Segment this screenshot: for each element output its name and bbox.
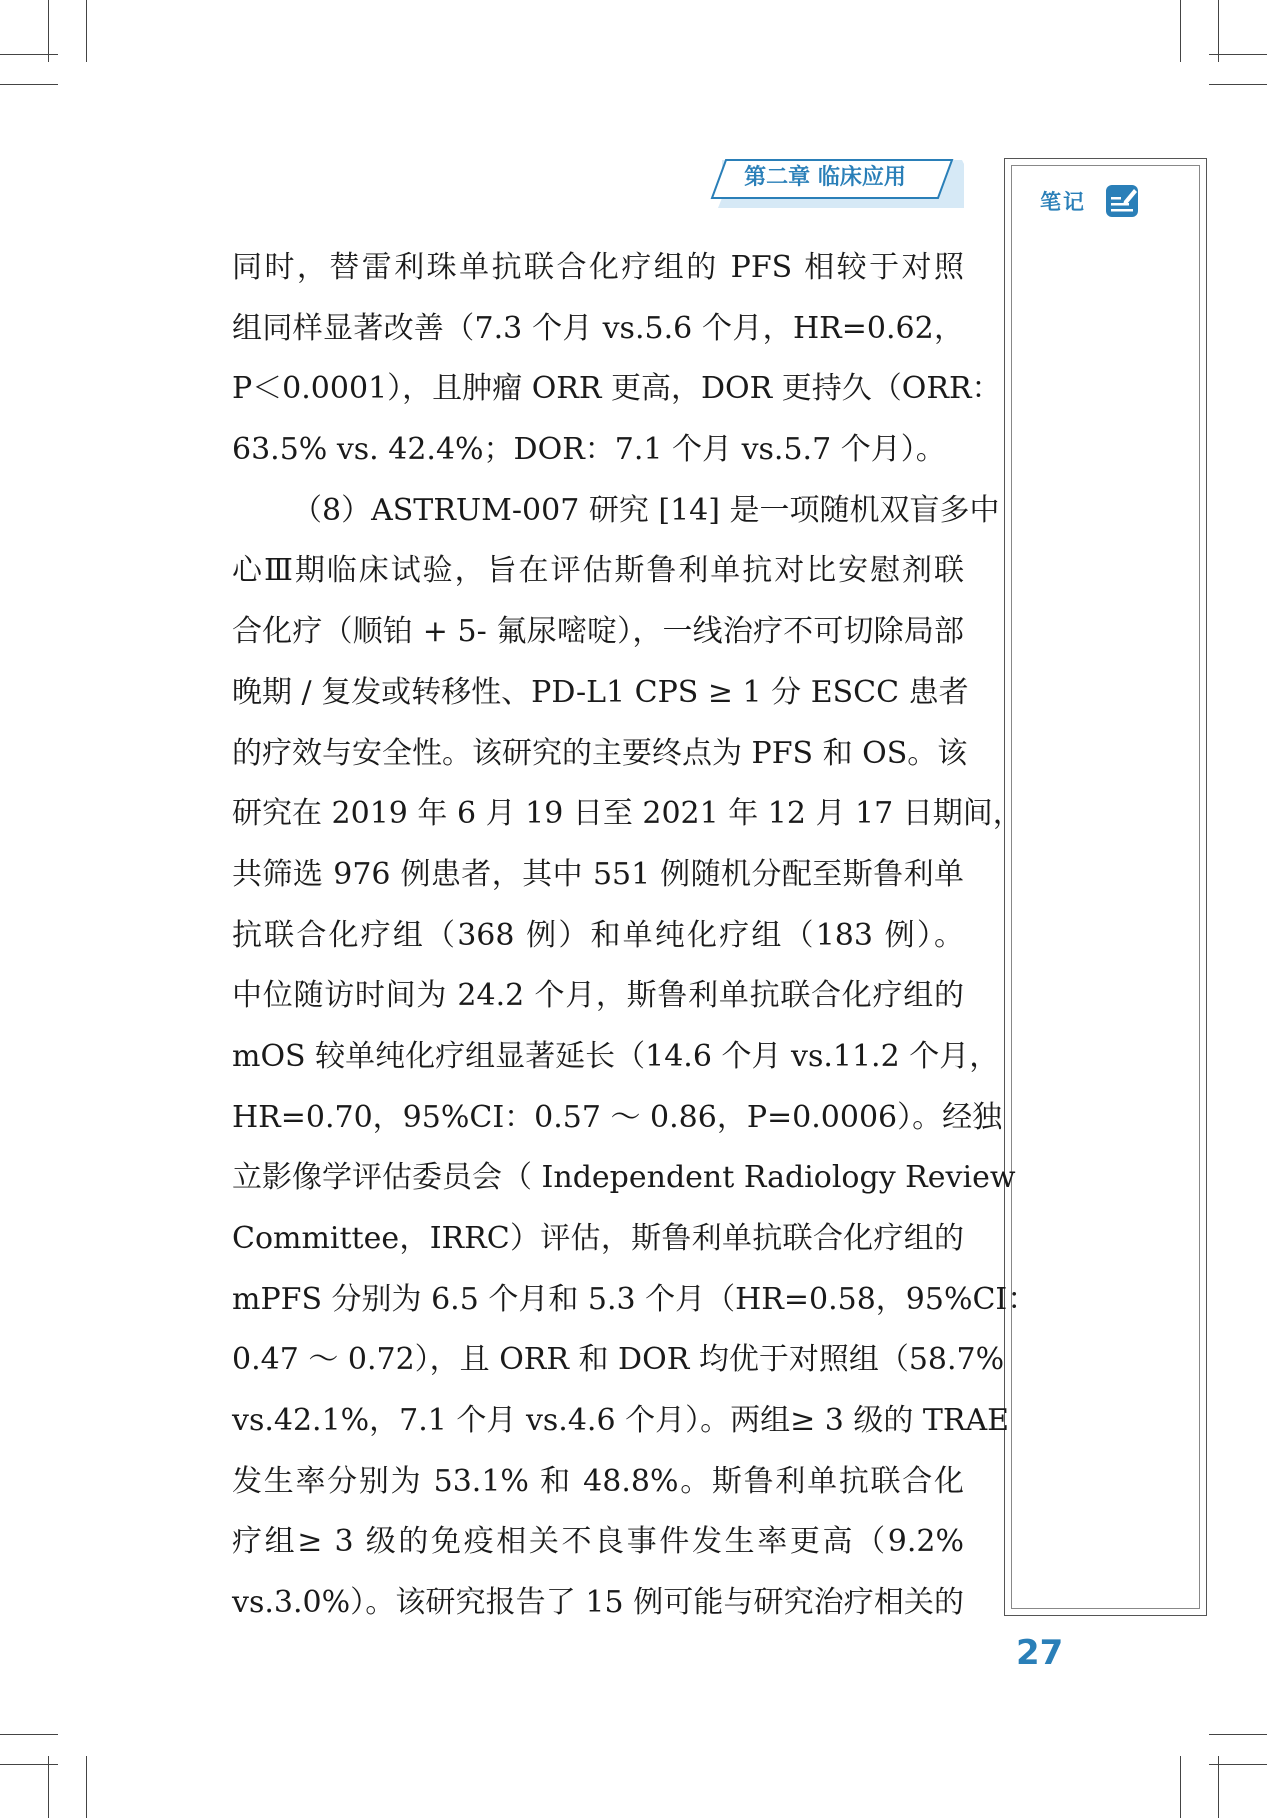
text-line: 中位随访时间为 24.2 个月，斯鲁利单抗联合化疗组的 xyxy=(232,978,964,1014)
chapter-title: 第二章 临床应用 xyxy=(744,165,906,190)
crop-mark xyxy=(48,1756,49,1818)
crop-mark xyxy=(86,0,87,62)
text-line: 0.47 ～ 0.72），且 ORR 和 DOR 均优于对照组（58.7% xyxy=(232,1342,1005,1378)
text-line: Committee，IRRC）评估，斯鲁利单抗联合化疗组的 xyxy=(232,1221,964,1256)
crop-mark xyxy=(86,1756,87,1818)
text-line: 同时，替雷利珠单抗联合化疗组的 PFS 相较于对照 xyxy=(232,250,964,285)
text-line: 的疗效与安全性。该研究的主要终点为 PFS 和 OS。该 xyxy=(232,735,968,771)
text-line: 组同样显著改善（7.3 个月 vs.5.6 个月，HR=0.62， xyxy=(232,310,964,346)
text-line: 晚期 / 复发或转移性、PD-L1 CPS ≥ 1 分 ESCC 患者 xyxy=(232,674,969,710)
text-line: P＜0.0001），且肿瘤 ORR 更高，DOR 更持久（ORR： xyxy=(232,371,1002,407)
text-line: （8）ASTRUM-007 研究 [14] 是一项随机双盲多中 xyxy=(292,492,1000,528)
crop-mark xyxy=(1209,1734,1267,1735)
text-line: vs.42.1%，7.1 个月 vs.4.6 个月）。两组≥ 3 级的 TRAE xyxy=(232,1403,1010,1439)
crop-mark xyxy=(1218,0,1219,62)
crop-mark xyxy=(1218,1756,1219,1818)
text-line: mOS 较单纯化疗组显著延长（14.6 个月 vs.11.2 个月， xyxy=(232,1038,1000,1074)
notepad-pen-icon xyxy=(1104,183,1140,219)
notes-title: 笔记 xyxy=(1040,190,1086,214)
text-line: 立影像学评估委员会（ Independent Radiology Review xyxy=(232,1160,1016,1196)
crop-mark xyxy=(48,0,49,62)
crop-mark xyxy=(1209,1764,1267,1765)
text-line: HR=0.70，95%CI：0.57 ～ 0.86，P=0.0006）。经独 xyxy=(232,1099,1003,1135)
text-line: mPFS 分别为 6.5 个月和 5.3 个月（HR=0.58，95%CI： xyxy=(232,1281,1038,1317)
crop-mark xyxy=(0,1764,58,1765)
text-line: 合化疗（顺铂 + 5- 氟尿嘧啶），一线治疗不可切除局部 xyxy=(232,614,964,650)
crop-mark xyxy=(0,54,58,55)
crop-mark xyxy=(0,1734,58,1735)
text-line: 疗组≥ 3 级的免疫相关不良事件发生率更高（9.2% xyxy=(232,1524,964,1560)
notes-panel xyxy=(1004,158,1207,1616)
text-line: 研究在 2019 年 6 月 19 日至 2021 年 12 月 17 日期间， xyxy=(232,796,1023,832)
crop-mark xyxy=(1180,0,1181,62)
crop-mark xyxy=(1209,84,1267,85)
crop-mark xyxy=(0,84,58,85)
notes-panel-border xyxy=(1011,165,1200,1609)
text-line: 63.5% vs. 42.4%；DOR：7.1 个月 vs.5.7 个月）。 xyxy=(232,432,946,468)
text-line: 共筛选 976 例患者，其中 551 例随机分配至斯鲁利单 xyxy=(232,856,964,892)
chapter-header-tab xyxy=(700,158,960,198)
text-line: 抗联合化疗组（368 例）和单纯化疗组（183 例）。 xyxy=(232,917,964,953)
page-number: 27 xyxy=(1016,1633,1064,1673)
crop-mark xyxy=(1209,54,1267,55)
crop-mark xyxy=(1180,1756,1181,1818)
text-line: 发生率分别为 53.1% 和 48.8%。斯鲁利单抗联合化 xyxy=(232,1463,964,1499)
text-line: 心Ⅲ期临床试验，旨在评估斯鲁利单抗对比安慰剂联 xyxy=(232,553,964,589)
text-line: vs.3.0%）。该研究报告了 15 例可能与研究治疗相关的 xyxy=(232,1585,964,1621)
body-text xyxy=(232,238,1038,1634)
